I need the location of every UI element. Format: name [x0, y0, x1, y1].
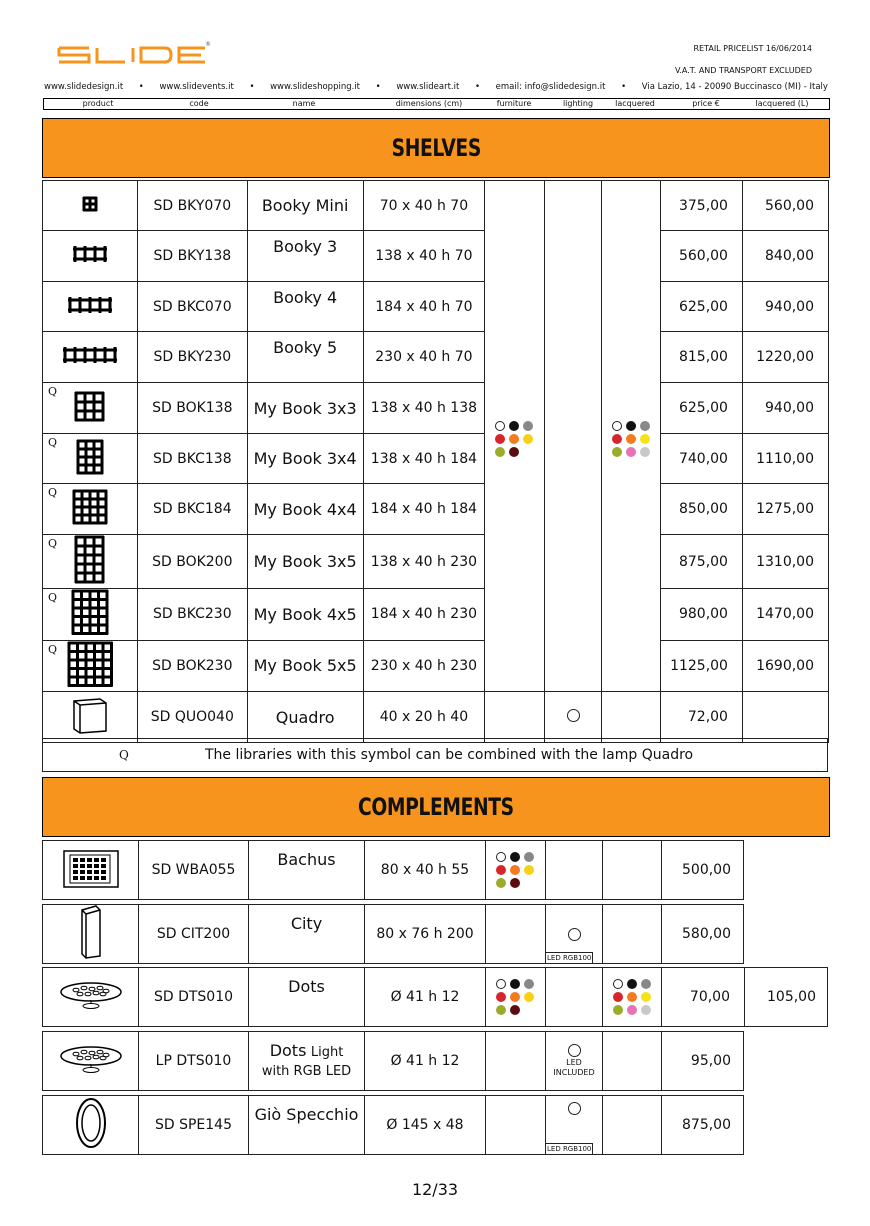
- code-cell: SD BOK138: [137, 383, 247, 434]
- code-cell: SD BOK230: [137, 640, 247, 692]
- dimensions-cell: 184 x 40 h 184: [363, 484, 485, 535]
- swatch: [509, 447, 519, 457]
- product-cell: [43, 332, 138, 383]
- lighting-cell: [545, 181, 602, 692]
- quadro-combinable-mark: Q: [48, 385, 58, 398]
- product-cell: [43, 1096, 139, 1154]
- booky-4-icon: [67, 302, 113, 318]
- furniture-cell: [485, 692, 545, 743]
- option-circle-icon: [567, 709, 580, 722]
- complement-row: [42, 840, 744, 900]
- dots-light-icon: [58, 1044, 124, 1078]
- product-cell: [43, 1032, 139, 1090]
- lacquered-price-cell: 840,00: [742, 231, 828, 282]
- swatch: [509, 421, 519, 431]
- complements-section-header: COMPLEMENTS: [42, 777, 830, 837]
- col-product: product: [82, 99, 114, 108]
- code-cell: LP DTS010: [139, 1032, 249, 1090]
- quadro-combinable-mark: Q: [48, 537, 58, 550]
- shelf-row: [43, 589, 829, 641]
- col-lacquered: lacquered: [615, 99, 655, 108]
- color-swatches: [496, 852, 535, 888]
- code-cell: SD CIT200: [139, 905, 249, 963]
- bachus-icon: [60, 845, 122, 895]
- lacquered-price-cell: [742, 692, 828, 743]
- shelf-row: [43, 332, 829, 383]
- name-cell: My Book 3x3: [247, 383, 363, 434]
- code-cell: SD BKC070: [137, 282, 247, 332]
- slide-logo: [55, 40, 215, 70]
- email-link[interactable]: email: info@slidedesign.it: [495, 82, 606, 92]
- product-cell: [43, 589, 138, 641]
- swatch: [510, 1005, 520, 1015]
- product-cell: [43, 535, 138, 589]
- furniture-cell: [486, 968, 546, 1026]
- shelf-row: [43, 484, 829, 535]
- quadro-combinable-mark: Q: [48, 642, 58, 656]
- quadro-note: [42, 738, 828, 772]
- furniture-cell: [486, 841, 546, 899]
- name-cell: My Book 3x5: [247, 535, 363, 589]
- product-cell: [43, 841, 139, 899]
- lacquered-price-cell: 105,00: [767, 989, 816, 1005]
- product-cell: [43, 692, 138, 743]
- dimensions-cell: 138 x 40 h 230: [363, 535, 485, 589]
- dimensions-cell: Ø 41 h 12: [365, 1032, 486, 1090]
- lighting-cell: [546, 968, 603, 1026]
- swatch: [509, 434, 519, 444]
- shelves-section-header: SHELVES: [42, 118, 830, 178]
- furniture-cell: [485, 181, 545, 692]
- code-cell: SD SPE145: [139, 1096, 249, 1154]
- lacquered-price-cell: 1275,00: [742, 484, 828, 535]
- name-cell: My Book 4x5: [247, 589, 363, 641]
- address: Via Lazio, 14 - 20090 Buccinasco (MI) - Italy: [641, 82, 828, 92]
- color-swatches: [496, 979, 535, 1015]
- code-cell: SD BKY070: [137, 181, 247, 231]
- dimensions-cell: 70 x 40 h 70: [363, 181, 485, 231]
- name-cell: Booky 4: [247, 282, 363, 332]
- lacquered-price-cell: 1690,00: [742, 640, 828, 692]
- shelf-row: [43, 181, 829, 231]
- swatch: [510, 852, 520, 862]
- name-cell: Booky Mini: [247, 181, 363, 231]
- swatch: [641, 1005, 651, 1015]
- swatch: [510, 992, 520, 1002]
- swatch: [627, 1005, 637, 1015]
- column-headers: [43, 98, 830, 110]
- my-book-5x5-icon: [67, 675, 114, 691]
- col-name: name: [292, 99, 316, 108]
- product-cell: [43, 905, 139, 963]
- lacquered-cell: [603, 1096, 662, 1154]
- col-price: price €: [692, 99, 720, 108]
- swatch: [627, 979, 637, 989]
- dimensions-cell: 138 x 40 h 184: [363, 434, 485, 484]
- lacquered-price-cell: 1220,00: [742, 332, 828, 383]
- name-cell: Bachus: [249, 841, 365, 899]
- swatch: [496, 852, 506, 862]
- code-cell: SD BOK200: [137, 535, 247, 589]
- color-swatches: [485, 421, 544, 457]
- dimensions-cell: 40 x 20 h 40: [363, 692, 485, 743]
- complement-row: [42, 1031, 744, 1091]
- swatch: [626, 434, 636, 444]
- col-dimensions: dimensions (cm): [395, 99, 463, 108]
- name-cell: Giò Specchio: [249, 1096, 365, 1154]
- name-cell: My Book 5x5: [247, 640, 363, 692]
- complement-row: [42, 967, 828, 1027]
- quadro-combinable-mark: Q: [48, 591, 58, 604]
- product-cell: [43, 383, 138, 434]
- lacquered-cell: [602, 692, 661, 743]
- name-cell: Quadro: [247, 692, 363, 743]
- booky-5-icon: [62, 352, 118, 368]
- lighting-cell: [546, 905, 603, 963]
- price-cell: 1125,00: [661, 640, 743, 692]
- name-cell: Booky 3: [247, 231, 363, 282]
- booky-mini-icon: [82, 200, 98, 216]
- name-cell: My Book 4x4: [247, 484, 363, 535]
- price-cell: 375,00: [661, 181, 743, 231]
- name-cell: My Book 3x4: [247, 434, 363, 484]
- swatch: [524, 979, 534, 989]
- swatch: [523, 421, 533, 431]
- col-code: code: [189, 99, 209, 108]
- swatch: [612, 434, 622, 444]
- swatch: [613, 1005, 623, 1015]
- code-cell: SD DTS010: [139, 968, 249, 1026]
- swatch: [641, 979, 651, 989]
- product-cell: [43, 231, 138, 282]
- swatch: [613, 979, 623, 989]
- dimensions-cell: Ø 145 x 48: [365, 1096, 486, 1154]
- lacquered-cell: [603, 1032, 662, 1090]
- lacquered-cell: [603, 905, 662, 963]
- swatch: [510, 878, 520, 888]
- lacquered-price-cell: 560,00: [742, 181, 828, 231]
- booky-3-icon: [72, 251, 108, 267]
- price-cell: 850,00: [661, 484, 743, 535]
- name-cell: Booky 5: [247, 332, 363, 383]
- q-symbol: Q: [119, 748, 129, 762]
- price-cell: 70,00: [662, 968, 745, 1026]
- quadro-icon: [70, 723, 110, 739]
- price-cell: 875,00: [682, 1117, 731, 1133]
- lacquered-price-cell: 1110,00: [742, 434, 828, 484]
- price-cell: 560,00: [661, 231, 743, 282]
- led-tag: LED RGB100: [547, 1145, 592, 1153]
- swatch: [495, 447, 505, 457]
- col-lacquered-l: lacquered (L): [755, 99, 809, 108]
- swatch: [613, 992, 623, 1002]
- lacquered-price-cell: 940,00: [742, 282, 828, 332]
- lighting-cell: [546, 1032, 603, 1090]
- price-cell: 580,00: [682, 926, 731, 942]
- pricelist-subtitle: V.A.T. AND TRANSPORT EXCLUDED: [674, 66, 812, 75]
- option-circle-icon: [568, 928, 581, 941]
- product-cell: [43, 282, 138, 332]
- furniture-cell: [486, 905, 546, 963]
- price-cell: 980,00: [661, 589, 743, 641]
- led-included-tag: LED INCLUDED: [553, 1058, 595, 1077]
- swatch: [524, 852, 534, 862]
- lighting-cell: [545, 692, 602, 743]
- dimensions-cell: 230 x 40 h 230: [363, 640, 485, 692]
- name-cell: Dots: [249, 968, 365, 1026]
- name-cell: Dots Light with RGB LED: [249, 1032, 365, 1090]
- furniture-cell: [486, 1096, 546, 1154]
- price-cell: 72,00: [661, 692, 743, 743]
- option-circle-icon: [568, 1102, 581, 1115]
- swatch: [612, 421, 622, 431]
- lacquered-price-cell: 1470,00: [742, 589, 828, 641]
- lacquered-price-cell: 1310,00: [742, 535, 828, 589]
- dimensions-cell: 184 x 40 h 230: [363, 589, 485, 641]
- price-cell: 625,00: [661, 282, 743, 332]
- product-cell: [43, 181, 138, 231]
- note-text: The libraries with this symbol can be combined with the lamp Quadro: [205, 747, 694, 763]
- swatch: [523, 434, 533, 444]
- code-cell: SD BKC138: [137, 434, 247, 484]
- shelf-row: [43, 535, 829, 589]
- color-swatches: [613, 979, 652, 1015]
- shelf-row: [43, 282, 829, 332]
- swatch: [524, 865, 534, 875]
- dimensions-cell: 138 x 40 h 70: [363, 231, 485, 282]
- color-swatches: [602, 421, 660, 457]
- price-cell: 815,00: [661, 332, 743, 383]
- price-cell: 625,00: [661, 383, 743, 434]
- swatch: [627, 992, 637, 1002]
- swatch: [626, 447, 636, 457]
- col-furniture: furniture: [496, 99, 532, 108]
- swatch: [641, 992, 651, 1002]
- link-slideart[interactable]: www.slideart.it: [396, 82, 460, 92]
- code-cell: SD QUO040: [137, 692, 247, 743]
- swatch: [496, 1005, 506, 1015]
- swatch: [495, 434, 505, 444]
- swatch: [612, 447, 622, 457]
- lighting-cell: [546, 1096, 603, 1154]
- header-links: www.slidedesign.it • www.slidevents.it • www.slideshopping.it • www.slideart.it • email: info@slidedesign.it • Via Lazio, 14 - 20090 Buccinasco (MI) - Italy: [44, 82, 828, 92]
- svg-text:®: ®: [205, 41, 211, 48]
- my-book-3x5-icon: [74, 572, 105, 588]
- swatch: [640, 434, 650, 444]
- shelves-table: [42, 180, 829, 743]
- dimensions-cell: 80 x 40 h 55: [365, 841, 486, 899]
- price-cell: 875,00: [661, 535, 743, 589]
- lacquered-cell: [603, 968, 662, 1026]
- dimensions-cell: Ø 41 h 12: [365, 968, 486, 1026]
- shelf-row: [43, 692, 829, 743]
- code-cell: SD BKC230: [137, 589, 247, 641]
- my-book-3x4-icon: [76, 463, 104, 479]
- price-cell: 740,00: [661, 434, 743, 484]
- gio-specchio-icon: [71, 1095, 111, 1155]
- pricelist-title: RETAIL PRICELIST 16/06/2014: [693, 44, 812, 53]
- my-book-4x5-icon: [71, 624, 109, 640]
- page-number: 12/33: [411, 1180, 459, 1199]
- shelf-row: [43, 434, 829, 484]
- price-cell: 500,00: [682, 862, 731, 878]
- swatch: [510, 865, 520, 875]
- my-book-4x4-icon: [72, 513, 108, 529]
- code-cell: SD BKY230: [137, 332, 247, 383]
- price-cell: 95,00: [690, 1053, 731, 1069]
- swatch: [640, 421, 650, 431]
- swatch: [495, 421, 505, 431]
- swatch: [496, 979, 506, 989]
- swatch: [524, 992, 534, 1002]
- product-cell: [43, 484, 138, 535]
- lighting-cell: [546, 841, 603, 899]
- option-circle-icon: [568, 1044, 581, 1057]
- dots-icon: [58, 980, 124, 1014]
- quadro-combinable-mark: Q: [48, 486, 58, 499]
- product-cell: [43, 434, 138, 484]
- lacquered-cell: [603, 841, 662, 899]
- swatch: [496, 992, 506, 1002]
- dimensions-cell: 230 x 40 h 70: [363, 332, 485, 383]
- quadro-combinable-mark: Q: [48, 436, 58, 449]
- swatch: [640, 447, 650, 457]
- link-slidevents[interactable]: www.slidevents.it: [159, 82, 234, 92]
- city-icon: [76, 904, 106, 964]
- my-book-3x3-icon: [74, 410, 105, 426]
- swatch: [510, 979, 520, 989]
- swatch: [626, 421, 636, 431]
- shelf-row: [43, 231, 829, 282]
- complement-row: [42, 904, 744, 964]
- dimensions-cell: 184 x 40 h 70: [363, 282, 485, 332]
- shelf-row: [43, 383, 829, 434]
- code-cell: SD WBA055: [139, 841, 249, 899]
- name-cell: City: [249, 905, 365, 963]
- link-slideshopping[interactable]: www.slideshopping.it: [270, 82, 361, 92]
- led-tag: LED RGB100: [547, 954, 592, 962]
- swatch: [496, 878, 506, 888]
- dimensions-cell: 80 x 76 h 200: [365, 905, 486, 963]
- product-cell: [43, 640, 138, 692]
- product-cell: [43, 968, 139, 1026]
- shelf-row: [43, 640, 829, 692]
- furniture-cell: [486, 1032, 546, 1090]
- lacquered-price-cell: 940,00: [742, 383, 828, 434]
- dimensions-cell: 138 x 40 h 138: [363, 383, 485, 434]
- swatch: [496, 865, 506, 875]
- col-lighting: lighting: [562, 99, 594, 108]
- code-cell: SD BKC184: [137, 484, 247, 535]
- link-slidedesign[interactable]: www.slidedesign.it: [44, 82, 124, 92]
- complement-row: [42, 1095, 744, 1155]
- code-cell: SD BKY138: [137, 231, 247, 282]
- lacquered-cell: [602, 181, 661, 692]
